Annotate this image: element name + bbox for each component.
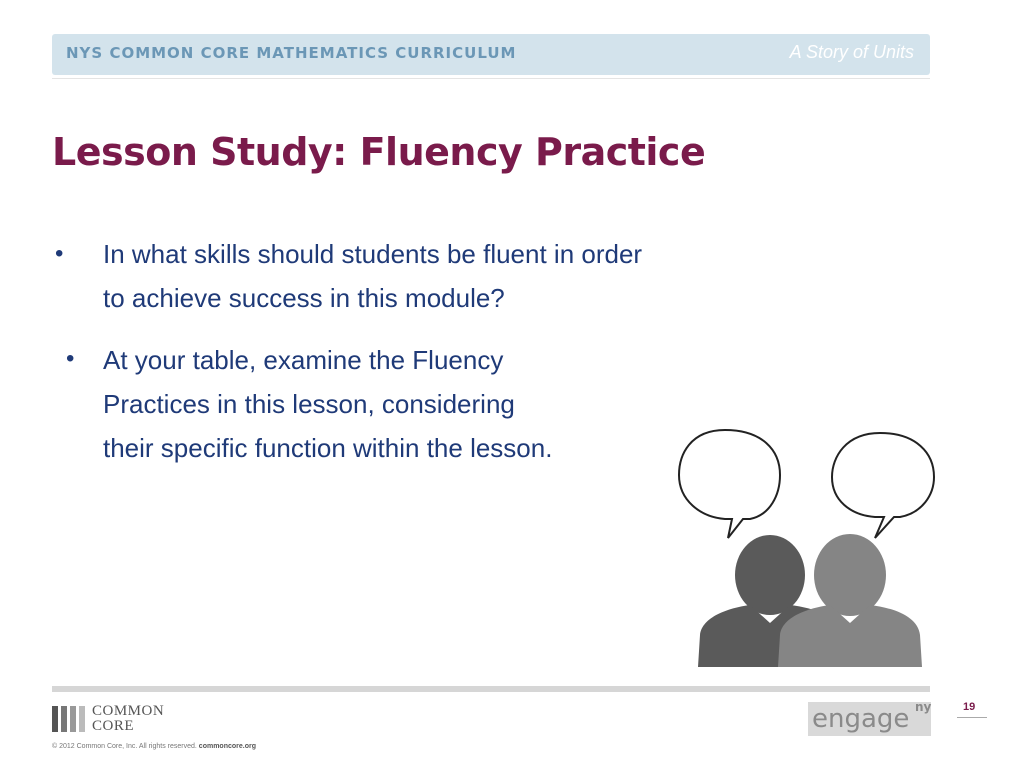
- footer-divider: [52, 686, 930, 692]
- common-core-logo-icon: [52, 704, 86, 732]
- header-divider: [52, 78, 930, 79]
- copyright-text: © 2012 Common Core, Inc. All rights reserved.: [52, 743, 197, 750]
- bullet-2-line-2: Practices in this lesson, considering: [103, 389, 515, 419]
- speech-bubble-icon: [832, 433, 934, 538]
- bullet-2: [103, 338, 552, 470]
- engage-word: engage: [812, 704, 910, 734]
- logo-line-2: CORE: [92, 718, 135, 734]
- bullet-2-line-3: their specific function within the lesson.: [103, 433, 553, 463]
- engage-ny: ny: [915, 700, 932, 714]
- engageny-logo: [808, 702, 931, 736]
- story-label: A Story of Units: [789, 42, 914, 62]
- bullet-icon: •: [55, 240, 64, 267]
- page-number-underline: [957, 717, 987, 718]
- bullet-1: [103, 232, 642, 320]
- page-number: 19: [963, 701, 976, 713]
- bullet-2-line-1: At your table, examine the Fluency: [103, 345, 504, 375]
- discussion-illustration: [670, 425, 940, 670]
- common-core-wordmark: [92, 704, 164, 734]
- speech-bubble-icon: [679, 430, 780, 538]
- copyright-notice: [52, 743, 256, 750]
- curriculum-label: NYS COMMON CORE MATHEMATICS CURRICULUM: [66, 44, 517, 62]
- site-link[interactable]: commoncore.org: [198, 743, 256, 750]
- bullet-1-line-2: to achieve success in this module?: [103, 283, 505, 313]
- logo-line-1: COMMON: [92, 703, 165, 719]
- bullet-icon: •: [66, 345, 75, 372]
- bullet-1-line-1: In what skills should students be fluent in order: [103, 239, 643, 269]
- slide-title: Lesson Study: Fluency Practice: [52, 130, 706, 174]
